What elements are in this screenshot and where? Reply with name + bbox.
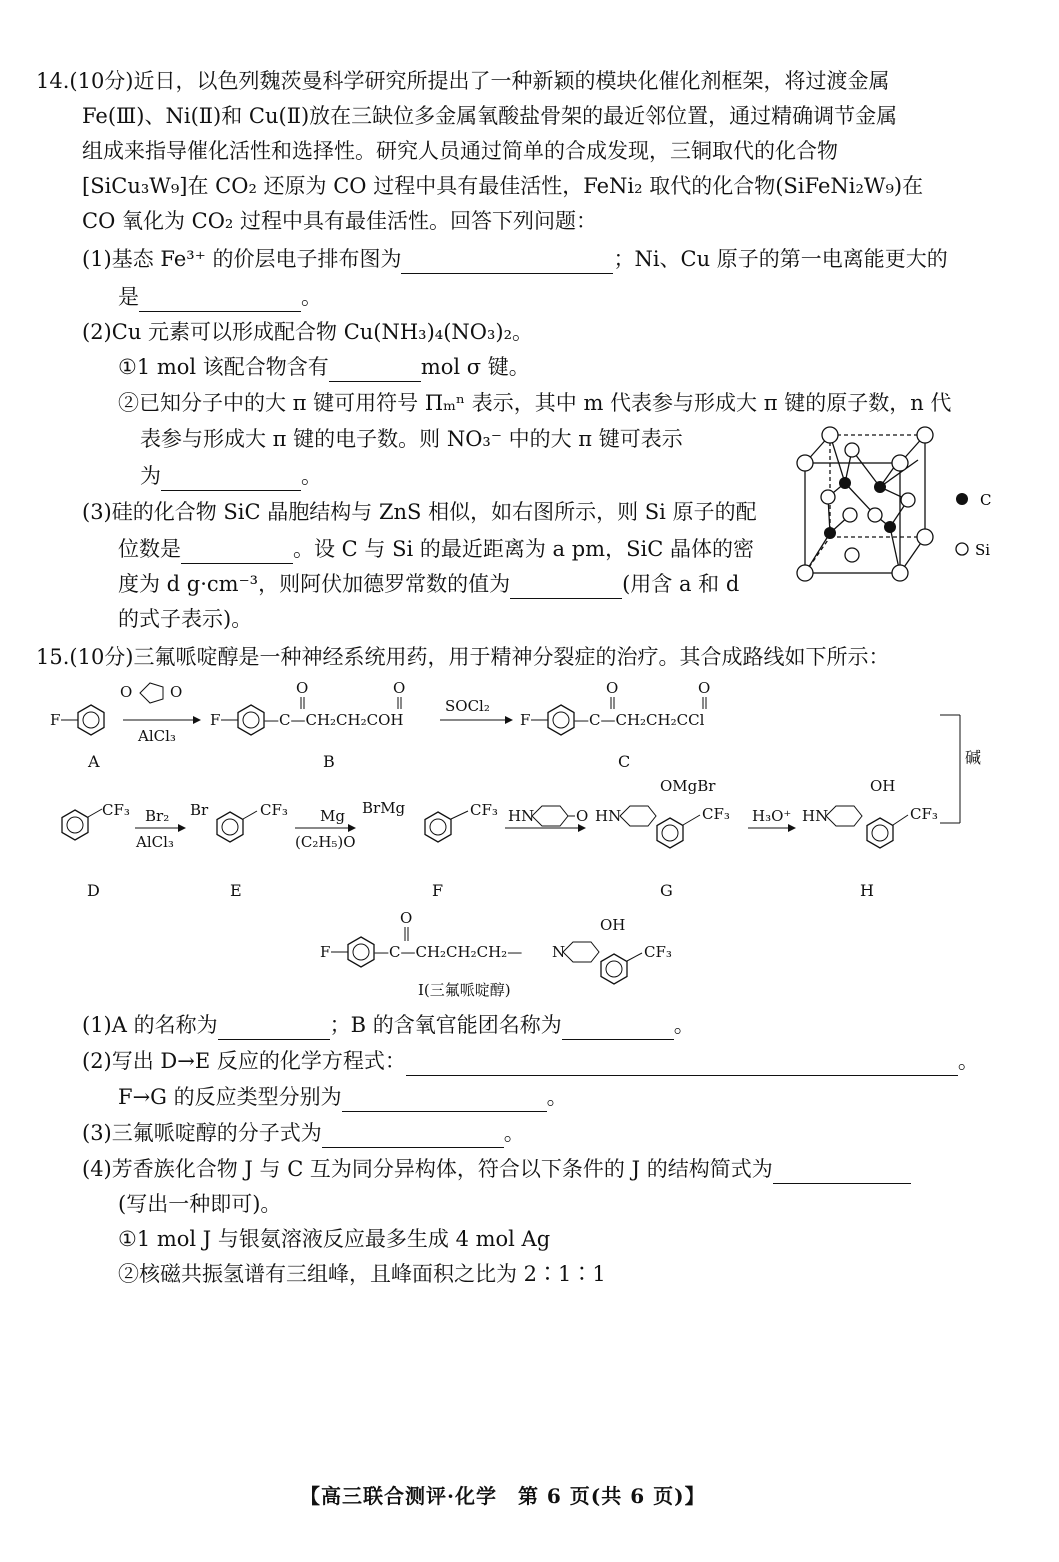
q15-sub2b xyxy=(118,1082,568,1112)
label-c: C xyxy=(618,752,631,771)
page-footer: 【高三联合测评·化学 第 6 页(共 6 页)】 xyxy=(300,1484,706,1508)
synthesis-route-scheme xyxy=(50,675,1020,1005)
h-oh: OH xyxy=(870,777,896,795)
i-o: O xyxy=(400,909,413,927)
i-n: N xyxy=(552,943,566,961)
period: 。 xyxy=(301,464,322,488)
answer-blank-9[interactable] xyxy=(406,1053,958,1076)
e-br: Br xyxy=(190,801,209,819)
reagent-socl2: SOCl₂ xyxy=(445,697,490,715)
b-fluoro: F xyxy=(210,711,221,729)
answer-blank-8[interactable] xyxy=(562,1017,674,1040)
q15-sub4-text: (4)芳香族化合物 J 与 C 互为同分异构体，符合以下条件的 J 的结构简式为 xyxy=(82,1157,773,1181)
label-f: F xyxy=(432,881,444,900)
a-fluoro: F xyxy=(50,711,61,729)
anhydride-o1: O xyxy=(120,683,133,701)
b-chain: —C—CH₂CH₂COH xyxy=(264,711,404,729)
q14-part2-2a: ②已知分子中的大 π 键可用符号 Πₘⁿ 表示，其中 m 代表参与形成大 π 键的原子数，n 代 xyxy=(118,391,952,415)
q14-part2-2b: 表参与形成大 π 键的电子数。则 NO₃⁻ 中的大 π 键可表示 xyxy=(140,427,683,451)
reagent-br2: Br₂ xyxy=(145,807,170,825)
q15-sub3 xyxy=(82,1118,525,1148)
q15-sub4b: (写出一种即可)。 xyxy=(118,1192,282,1216)
answer-blank-1[interactable] xyxy=(401,251,613,274)
b-o2: O xyxy=(393,679,406,697)
q14-part3b-text2: 。设 C 与 Si 的最近距离为 a pm，SiC 晶体的密 xyxy=(293,537,754,561)
reagent-alcl3: AlCl₃ xyxy=(138,727,176,745)
label-b: B xyxy=(323,752,335,771)
period: 。 xyxy=(503,1121,525,1145)
q14-line-1: 14.(10分)近日，以色列魏茨曼科学研究所提出了一种新颖的模块化催化剂框架，将过渡金属 xyxy=(36,69,890,93)
e-cf3: CF₃ xyxy=(260,801,288,819)
answer-blank-4[interactable] xyxy=(161,468,301,491)
q15-sub2 xyxy=(82,1046,979,1076)
period: 。 xyxy=(546,1085,568,1109)
c-fluoro: F xyxy=(520,711,531,729)
q15-sub4c: ①1 mol J 与银氨溶液反应最多生成 4 mol Ag xyxy=(118,1227,551,1251)
piperidinone-o: O xyxy=(576,807,589,825)
c-atom-legend-icon xyxy=(956,493,968,505)
c-o1: O xyxy=(606,679,619,697)
reagent-ether: (C₂H₅)O xyxy=(295,833,356,851)
q14-part3a: (3)硅的化合物 SiC 晶胞结构与 ZnS 相似，如右图所示，则 Si 原子的配 xyxy=(82,500,757,524)
piperidinone-hn: HN xyxy=(508,807,535,825)
answer-blank-6[interactable] xyxy=(510,576,622,599)
g-omgbr: OMgBr xyxy=(660,777,716,795)
period: 。 xyxy=(673,1013,695,1037)
legend-c-label: C xyxy=(980,491,992,509)
i-fluoro: F xyxy=(320,943,331,961)
q14-line-2: Fe(Ⅲ)、Ni(Ⅱ)和 Cu(Ⅱ)放在三缺位多金属氧酸盐骨架的最近邻位置，通过精确调节金属 xyxy=(82,104,898,128)
q14-part2-1 xyxy=(118,352,530,382)
q14-part3b-text: 位数是 xyxy=(118,537,181,561)
f-brmg: BrMg xyxy=(362,799,406,817)
q14-part2: (2)Cu 元素可以形成配合物 Cu(NH₃)₄(NO₃)₂。 xyxy=(82,320,534,344)
answer-blank-3[interactable] xyxy=(329,359,421,382)
label-e: E xyxy=(230,881,242,900)
q14-line-5: CO 氧化为 CO₂ 过程中具有最佳活性。回答下列问题： xyxy=(82,209,598,233)
q14-part3b xyxy=(118,534,754,564)
label-h: H xyxy=(860,881,874,900)
label-a: A xyxy=(88,752,100,771)
label-d: D xyxy=(87,881,100,900)
q14-part1-text: (1)基态 Fe³⁺ 的价层电子排布图为 xyxy=(82,247,402,271)
q14-part1-text2: ；Ni、Cu 原子的第一电离能更大的 xyxy=(613,247,948,271)
q15-sub3-text: (3)三氟哌啶醇的分子式为 xyxy=(82,1121,322,1145)
d-cf3: CF₃ xyxy=(102,801,130,819)
answer-blank-7[interactable] xyxy=(218,1017,330,1040)
q15-intro: 15.(10分)三氟哌啶醇是一种神经系统用药，用于精神分裂症的治疗。其合成路线如下所示： xyxy=(36,645,890,669)
reagent-base: 碱 xyxy=(965,748,982,767)
answer-blank-5[interactable] xyxy=(181,541,293,564)
i-chain: —C—CH₂CH₂CH₂— xyxy=(374,943,523,961)
q15-sub2b-text: F→G 的反应类型分别为 xyxy=(118,1085,342,1109)
q14-part3c xyxy=(118,569,739,599)
q14-part1-text3: 是 xyxy=(118,285,139,309)
q15-sub2-text: (2)写出 D→E 反应的化学方程式： xyxy=(82,1049,406,1073)
answer-blank-2[interactable] xyxy=(139,289,301,312)
i-oh: OH xyxy=(600,916,626,934)
label-g: G xyxy=(660,881,673,900)
reagent-alcl3-2: AlCl₃ xyxy=(136,833,174,851)
period: 。 xyxy=(301,285,322,309)
q15-sub1 xyxy=(82,1010,695,1040)
reagent-h3o: H₃O⁺ xyxy=(752,807,792,825)
legend-si-label: Si xyxy=(975,541,991,559)
h-cf3: CF₃ xyxy=(910,805,938,823)
c-chain: —C—CH₂CH₂CCl xyxy=(574,711,705,729)
sic-unit-cell-figure xyxy=(790,415,1010,595)
h-hn: HN xyxy=(802,807,829,825)
g-cf3: CF₃ xyxy=(702,805,730,823)
answer-blank-11[interactable] xyxy=(322,1125,504,1148)
q14-part3d: 的式子表示)。 xyxy=(118,607,253,631)
q14-part1-line xyxy=(82,244,948,274)
reagent-mg: Mg xyxy=(320,807,345,825)
q15-sub4d: ②核磁共振氢谱有三组峰，且峰面积之比为 2∶1∶1 xyxy=(118,1262,606,1286)
period: 。 xyxy=(957,1049,979,1073)
q15-sub1-text2: ；B 的含氧官能团名称为 xyxy=(329,1013,562,1037)
answer-blank-10[interactable] xyxy=(342,1089,547,1112)
answer-blank-12[interactable] xyxy=(773,1161,911,1184)
q14-line-4: [SiCu₃W₉]在 CO₂ 还原为 CO 过程中具有最佳活性，FeNi₂ 取代的化合物(SiFeNi₂W₉)在 xyxy=(82,174,924,198)
q15-sub4 xyxy=(82,1154,911,1184)
anhydride-o2: O xyxy=(170,683,183,701)
q14-part2-1-text2: mol σ 键。 xyxy=(420,355,530,379)
q14-part3c-text: 度为 d g·cm⁻³，则阿伏加德罗常数的值为 xyxy=(118,572,511,596)
q14-part2-1-text: ①1 mol 该配合物含有 xyxy=(118,355,329,379)
i-cf3: CF₃ xyxy=(644,943,672,961)
q14-line-3: 组成来指导催化活性和选择性。研究人员通过简单的合成发现，三铜取代的化合物 xyxy=(82,139,838,163)
q14-part1-line2 xyxy=(118,282,322,312)
q14-part3c-text2: (用含 a 和 d xyxy=(622,572,740,596)
si-atom-legend-icon xyxy=(956,543,968,555)
g-hn: HN xyxy=(595,807,622,825)
q14-part2-2c-text: 为 xyxy=(140,464,161,488)
q15-sub1-text: (1)A 的名称为 xyxy=(82,1013,218,1037)
c-o2: O xyxy=(698,679,711,697)
q14-part2-2c xyxy=(140,461,322,491)
f-cf3: CF₃ xyxy=(470,801,498,819)
b-o1: O xyxy=(296,679,309,697)
label-i: I(三氟哌啶醇) xyxy=(418,981,511,999)
